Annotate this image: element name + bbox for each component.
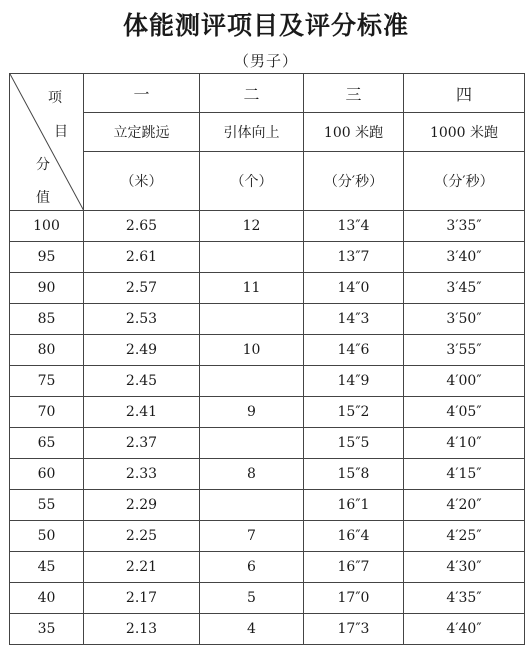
run-100m-cell: 15″8	[304, 459, 404, 490]
table-row	[10, 211, 525, 242]
run-1000m-cell: 4′20″	[404, 490, 525, 521]
standing-jump-cell: 2.41	[84, 397, 200, 428]
run-100m-cell: 13″4	[304, 211, 404, 242]
page-subtitle: （男子）	[233, 52, 298, 70]
col-unit-100m: （分′秒）	[304, 152, 404, 211]
score-cell: 85	[10, 304, 84, 335]
standing-jump-cell: 2.45	[84, 366, 200, 397]
standing-jump-cell: 2.61	[84, 242, 200, 273]
pull-up-cell: 6	[200, 552, 304, 583]
table-row	[10, 583, 525, 614]
table-row	[10, 304, 525, 335]
run-1000m-cell: 4′00″	[404, 366, 525, 397]
pull-up-cell: 12	[200, 211, 304, 242]
run-1000m-cell: 3′35″	[404, 211, 525, 242]
run-100m-cell: 16″4	[304, 521, 404, 552]
pull-up-cell: 8	[200, 459, 304, 490]
run-1000m-cell: 3′40″	[404, 242, 525, 273]
col-name-1000m: 1000 米跑	[404, 113, 525, 152]
run-100m-cell: 14″6	[304, 335, 404, 366]
standing-jump-cell: 2.53	[84, 304, 200, 335]
table-row	[10, 614, 525, 645]
col-unit-standing-jump: （米）	[84, 152, 200, 211]
run-100m-cell: 13″7	[304, 242, 404, 273]
score-cell: 70	[10, 397, 84, 428]
score-cell: 35	[10, 614, 84, 645]
score-cell: 90	[10, 273, 84, 304]
score-cell: 40	[10, 583, 84, 614]
standing-jump-cell: 2.13	[84, 614, 200, 645]
standing-jump-cell: 2.57	[84, 273, 200, 304]
table-row	[10, 428, 525, 459]
col-number-2: 二	[200, 74, 304, 113]
standing-jump-cell: 2.37	[84, 428, 200, 459]
corner-label-item-1: 项	[48, 90, 62, 106]
standing-jump-cell: 2.17	[84, 583, 200, 614]
corner-label-score-1: 分	[36, 157, 50, 173]
col-name-100m: 100 米跑	[304, 113, 404, 152]
col-number-4: 四	[404, 74, 525, 113]
corner-header-cell	[10, 74, 84, 211]
table-row	[10, 490, 525, 521]
run-100m-cell: 16″1	[304, 490, 404, 521]
run-100m-cell: 15″2	[304, 397, 404, 428]
run-1000m-cell: 4′30″	[404, 552, 525, 583]
table-row	[10, 242, 525, 273]
score-cell: 45	[10, 552, 84, 583]
table-row	[10, 459, 525, 490]
pull-up-cell	[200, 304, 304, 335]
score-cell: 60	[10, 459, 84, 490]
table-row	[10, 366, 525, 397]
pull-up-cell: 9	[200, 397, 304, 428]
scoring-table	[9, 73, 525, 645]
pull-up-cell: 4	[200, 614, 304, 645]
run-1000m-cell: 4′05″	[404, 397, 525, 428]
col-name-standing-jump: 立定跳远	[84, 113, 200, 152]
run-100m-cell: 14″9	[304, 366, 404, 397]
page-title: 体能测评项目及评分标准	[122, 11, 409, 40]
pull-up-cell	[200, 242, 304, 273]
pull-up-cell	[200, 428, 304, 459]
standing-jump-cell: 2.25	[84, 521, 200, 552]
pull-up-cell: 10	[200, 335, 304, 366]
score-cell: 95	[10, 242, 84, 273]
run-1000m-cell: 4′25″	[404, 521, 525, 552]
run-1000m-cell: 4′35″	[404, 583, 525, 614]
run-100m-cell: 17″0	[304, 583, 404, 614]
col-number-1: 一	[84, 74, 200, 113]
pull-up-cell	[200, 366, 304, 397]
table-row	[10, 273, 525, 304]
score-cell: 100	[10, 211, 84, 242]
col-unit-pull-up: （个）	[200, 152, 304, 211]
table-row	[10, 335, 525, 366]
score-cell: 75	[10, 366, 84, 397]
header-row-units	[10, 152, 525, 211]
run-100m-cell: 15″5	[304, 428, 404, 459]
run-1000m-cell: 3′55″	[404, 335, 525, 366]
standing-jump-cell: 2.29	[84, 490, 200, 521]
standing-jump-cell: 2.49	[84, 335, 200, 366]
score-cell: 80	[10, 335, 84, 366]
table-row	[10, 521, 525, 552]
header-row-names	[10, 113, 525, 152]
standing-jump-cell: 2.33	[84, 459, 200, 490]
header-row-numbers	[10, 74, 525, 113]
corner-label-score-2: 值	[36, 190, 50, 206]
run-1000m-cell: 3′45″	[404, 273, 525, 304]
col-number-3: 三	[304, 74, 404, 113]
table-row	[10, 397, 525, 428]
standing-jump-cell: 2.65	[84, 211, 200, 242]
run-1000m-cell: 4′40″	[404, 614, 525, 645]
col-name-pull-up: 引体向上	[200, 113, 304, 152]
run-1000m-cell: 4′10″	[404, 428, 525, 459]
table-row	[10, 552, 525, 583]
pull-up-cell: 7	[200, 521, 304, 552]
col-unit-1000m: （分′秒）	[404, 152, 525, 211]
run-1000m-cell: 3′50″	[404, 304, 525, 335]
pull-up-cell: 11	[200, 273, 304, 304]
run-1000m-cell: 4′15″	[404, 459, 525, 490]
run-100m-cell: 17″3	[304, 614, 404, 645]
corner-label-item-2: 目	[54, 124, 68, 140]
pull-up-cell	[200, 490, 304, 521]
run-100m-cell: 14″3	[304, 304, 404, 335]
standing-jump-cell: 2.21	[84, 552, 200, 583]
run-100m-cell: 16″7	[304, 552, 404, 583]
score-cell: 55	[10, 490, 84, 521]
pull-up-cell: 5	[200, 583, 304, 614]
score-cell: 65	[10, 428, 84, 459]
score-cell: 50	[10, 521, 84, 552]
run-100m-cell: 14″0	[304, 273, 404, 304]
